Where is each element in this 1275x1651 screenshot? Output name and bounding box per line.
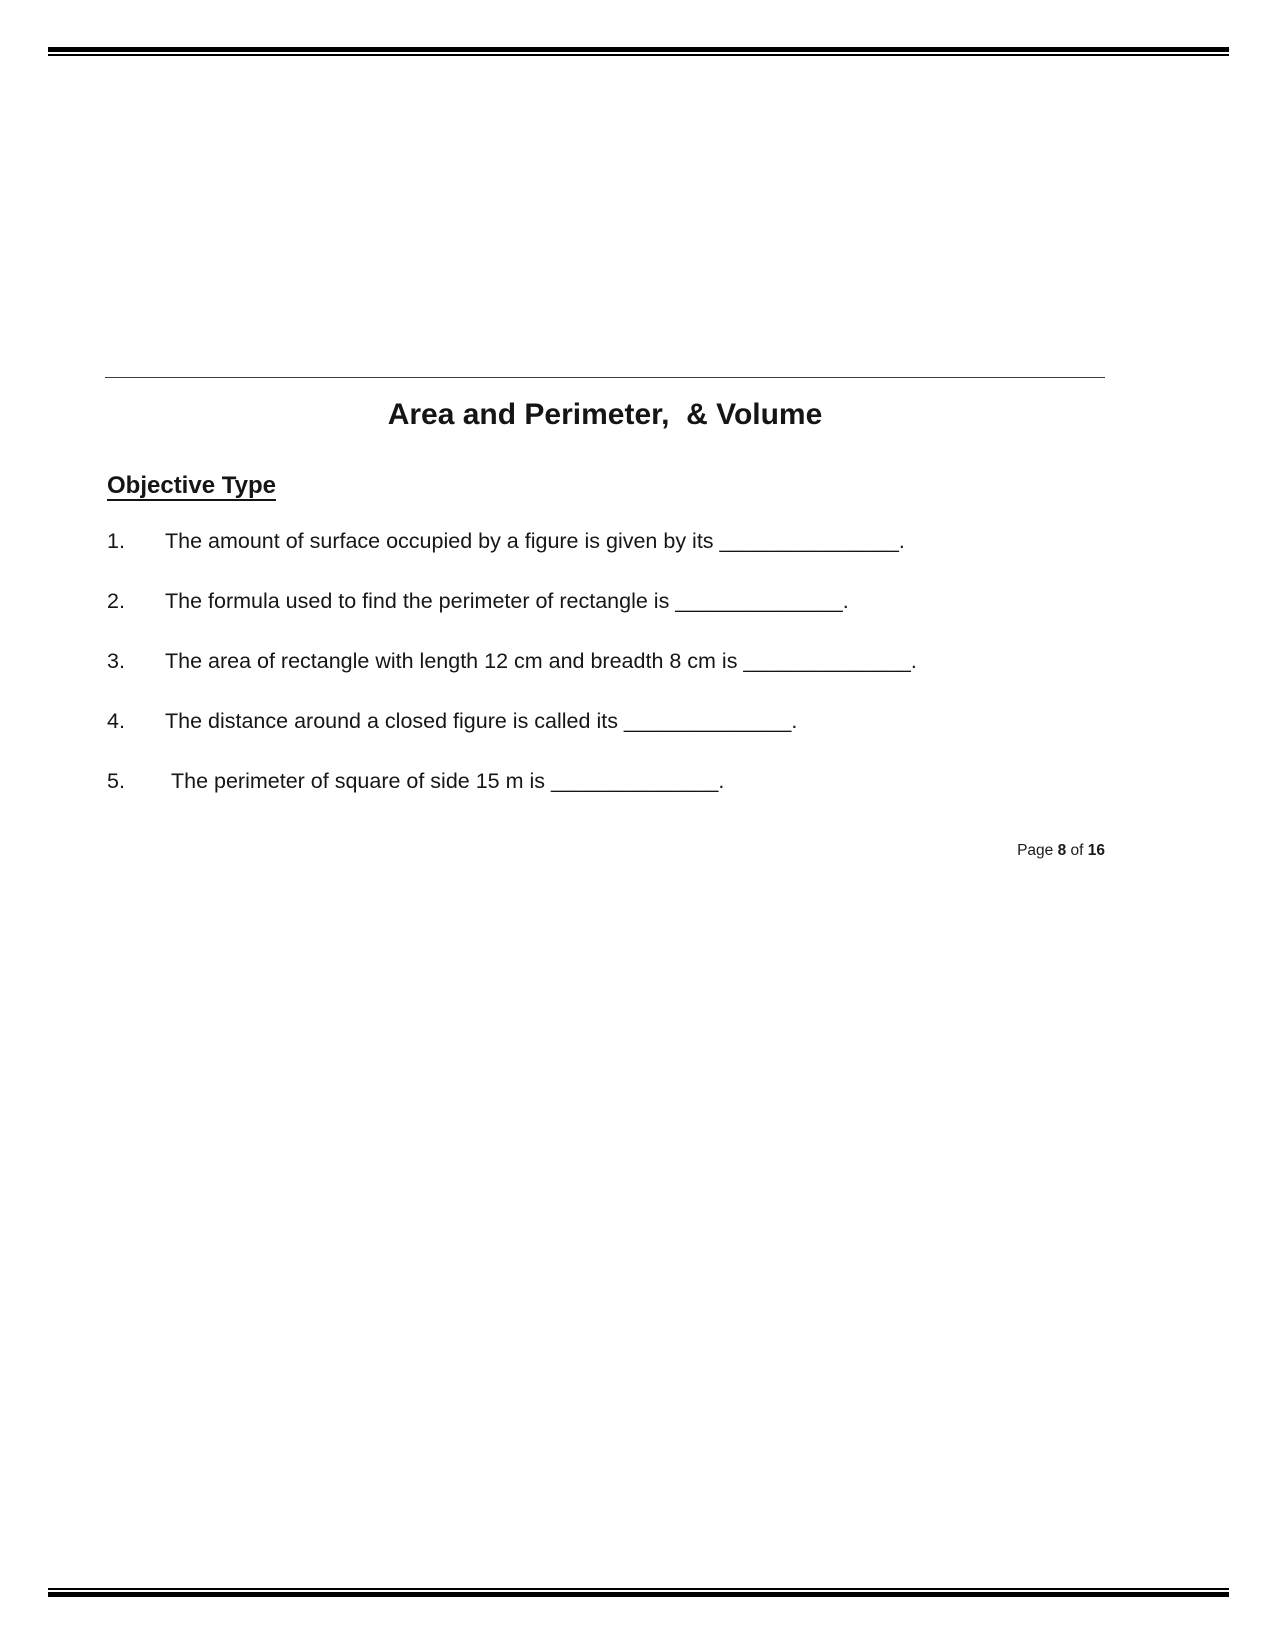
footer-infix: of [1066, 842, 1088, 859]
question-text: The area of rectangle with length 12 cm and breadth 8 cm is ______________. [165, 649, 917, 673]
section-heading-objective-type: Objective Type [107, 472, 276, 499]
page-border-bottom [48, 1588, 1229, 1597]
question-row-5 [107, 767, 1117, 827]
question-number: 2. [107, 589, 125, 613]
page-border-top [48, 47, 1229, 56]
page-title: Area and Perimeter, & Volume [387, 398, 823, 431]
question-number: 3. [107, 649, 125, 673]
question-number: 4. [107, 709, 125, 733]
question-number: 1. [107, 529, 125, 553]
question-row-2 [107, 587, 1117, 647]
question-row-3 [107, 647, 1117, 707]
question-text: The distance around a closed figure is called its ______________. [165, 709, 798, 733]
question-text: The amount of surface occupied by a figure is given by its _______________. [165, 529, 905, 553]
footer-total-pages: 16 [1087, 842, 1105, 859]
question-text: The perimeter of square of side 15 m is ______________. [165, 769, 725, 793]
title-divider-rule [105, 377, 1105, 378]
question-row-4 [107, 707, 1117, 767]
question-list [107, 527, 1117, 827]
question-number: 5. [107, 769, 125, 793]
question-text: The formula used to find the perimeter of rectangle is ______________. [165, 589, 849, 613]
border-thick-line [48, 1592, 1229, 1597]
page-footer [105, 842, 1105, 860]
footer-page-number: 8 [1057, 842, 1067, 859]
border-thin-line [48, 54, 1229, 56]
footer-prefix: Page [1017, 842, 1058, 859]
question-row-1 [107, 527, 1117, 587]
